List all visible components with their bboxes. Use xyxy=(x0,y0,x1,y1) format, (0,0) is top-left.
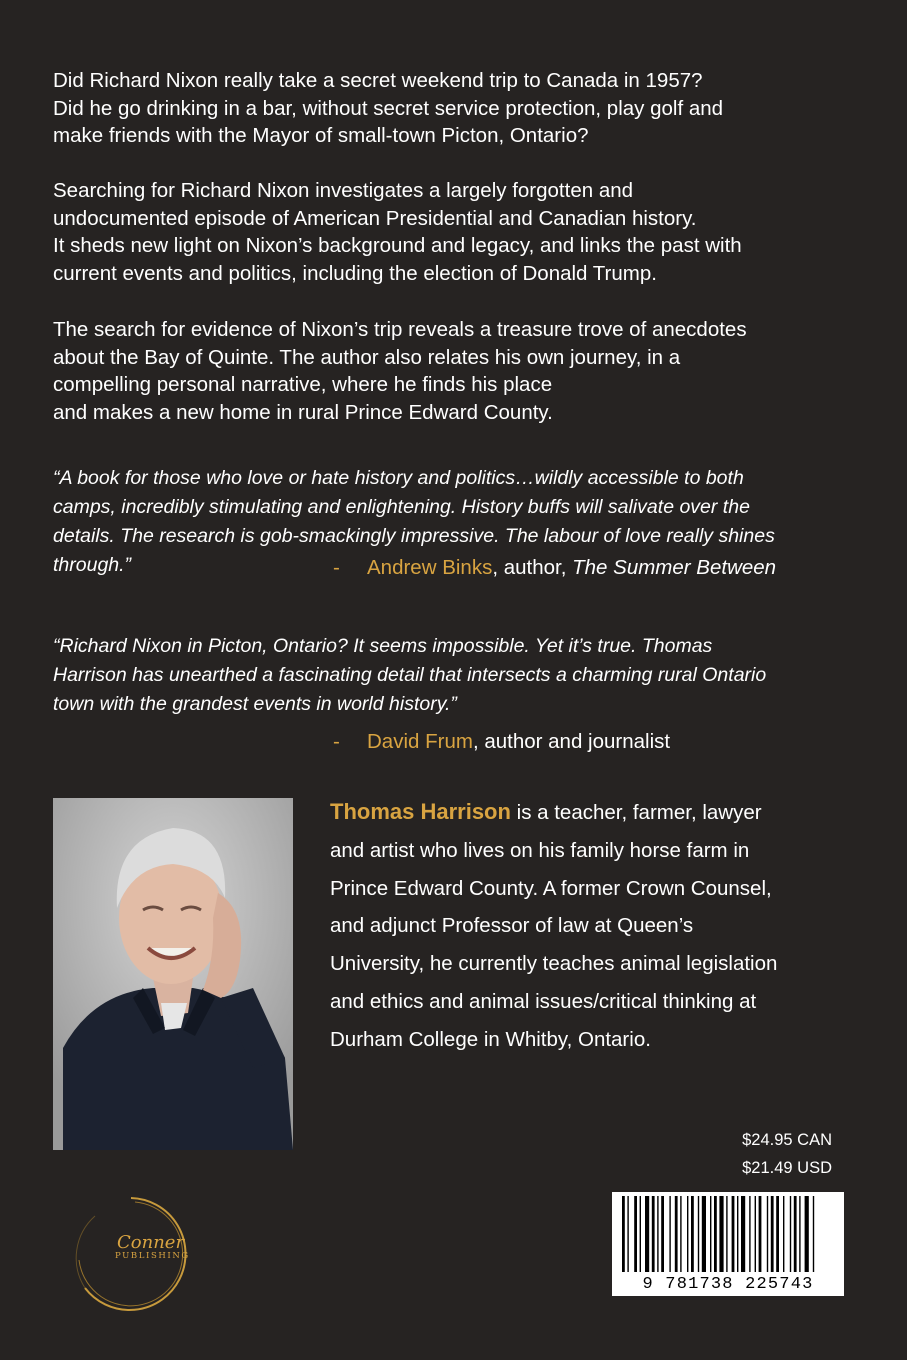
barcode-bar xyxy=(790,1196,791,1272)
intro-line: make friends with the Mayor of small-town Picton, Ontario? xyxy=(53,124,589,147)
barcode-bar xyxy=(627,1196,628,1272)
barcode-bar xyxy=(755,1196,756,1272)
price-usd: $21.49 USD xyxy=(742,1159,832,1177)
barcode-bar xyxy=(675,1196,678,1272)
bio-line: and artist who lives on his family horse farm in xyxy=(330,838,750,862)
barcode-bars xyxy=(612,1192,844,1274)
bio-line: Durham College in Whitby, Ontario. xyxy=(330,1027,651,1051)
barcode-bar xyxy=(710,1196,711,1272)
barcode-bar xyxy=(640,1196,641,1272)
barcode-bar xyxy=(687,1196,688,1272)
bio-author-name: Thomas Harrison xyxy=(330,799,511,824)
bio-line: University, he currently teaches animal legislation xyxy=(330,952,778,976)
quote-1-attribution xyxy=(333,556,776,580)
barcode-bar xyxy=(741,1196,745,1272)
quote-1-author: Andrew Binks xyxy=(367,556,493,579)
search-line: about the Bay of Quinte. The author also relates his own journey, in a xyxy=(53,345,681,369)
barcode-bar xyxy=(719,1196,723,1272)
price-cad: $24.95 CAN xyxy=(742,1131,832,1149)
barcode-digits: 9 781738 225743 xyxy=(642,1275,814,1294)
barcode-bar xyxy=(661,1196,664,1272)
quote-line: town with the grandest events in world history.” xyxy=(53,693,457,715)
barcode-bar xyxy=(771,1196,774,1272)
summary-line: current events and politics, including the election of Donald Trump. xyxy=(53,261,657,285)
barcode-bar xyxy=(799,1196,800,1272)
barcode-bar xyxy=(794,1196,797,1272)
isbn-barcode xyxy=(612,1192,844,1296)
bio-line: Prince Edward County. A former Crown Counsel, xyxy=(330,876,772,900)
author-bio xyxy=(330,793,870,1059)
barcode-bar xyxy=(657,1196,658,1272)
barcode-bar xyxy=(652,1196,655,1272)
author-portrait-illustration xyxy=(53,798,293,1150)
barcode-bar xyxy=(714,1196,717,1272)
barcode-bar xyxy=(737,1196,738,1272)
barcode-bar xyxy=(634,1196,637,1272)
barcode-bar xyxy=(702,1196,706,1272)
barcode-bar xyxy=(732,1196,735,1272)
bio-line: and ethics and animal issues/critical thinking at xyxy=(330,989,757,1013)
quote-line: through.” xyxy=(53,554,132,576)
bio-line: and adjunct Professor of law at Queen’s xyxy=(330,914,694,938)
quote-line: camps, incredibly stimulating and enlightening. History buffs will salivate over the xyxy=(53,496,750,518)
quote-2-author: David Frum xyxy=(367,730,473,753)
barcode-bar xyxy=(783,1196,784,1272)
barcode-bar xyxy=(805,1196,809,1272)
attribution-dash: - xyxy=(333,730,340,753)
attribution-dash: - xyxy=(333,556,340,579)
barcode-bar xyxy=(691,1196,694,1272)
intro-line: Did he go drinking in a bar, without secret service protection, play golf and xyxy=(53,96,724,120)
summary-line: undocumented episode of American Presidential and Canadian history. xyxy=(53,206,697,230)
barcode-bar xyxy=(749,1196,750,1272)
barcode-bar xyxy=(726,1196,727,1272)
search-line: compelling personal narrative, where he finds his place xyxy=(53,373,553,396)
quote-line: details. The research is gob-smackingly impressive. The labour of love really shines xyxy=(53,525,775,547)
bio-first-line-rest: is a teacher, farmer, lawyer xyxy=(510,801,762,824)
quote-2-role: , author and journalist xyxy=(472,730,671,753)
barcode-bar xyxy=(680,1196,681,1272)
barcode-bar xyxy=(776,1196,779,1272)
publisher-script: Conner xyxy=(117,1232,185,1253)
intro-paragraph xyxy=(53,67,853,150)
barcode-bar xyxy=(767,1196,768,1272)
publisher-logo xyxy=(65,1188,197,1320)
quote-line: “Richard Nixon in Picton, Ontario? It seems impossible. Yet it’s true. Thomas xyxy=(53,635,713,657)
publisher-name: PUBLISHING xyxy=(115,1251,190,1261)
intro-line: Did Richard Nixon really take a secret weekend trip to Canada in 1957? xyxy=(53,69,703,92)
summary-line: Searching for Richard Nixon investigates a largely forgotten and xyxy=(53,179,634,202)
review-quote-2 xyxy=(53,632,853,719)
search-paragraph xyxy=(53,316,853,426)
barcode-bar xyxy=(759,1196,762,1272)
quote-1-work: The Summer Between xyxy=(572,556,777,579)
barcode-bar xyxy=(813,1196,814,1272)
quote-2-attribution xyxy=(333,730,670,754)
barcode-bar xyxy=(622,1196,625,1272)
quote-line: “A book for those who love or hate history and politics…wildly accessible to both xyxy=(53,467,744,489)
quote-1-role: , author, xyxy=(492,556,573,579)
quote-line: Harrison has unearthed a fascinating detail that intersects a charming rural Ontario xyxy=(53,664,767,686)
barcode-bar xyxy=(645,1196,649,1272)
barcode-bar xyxy=(669,1196,670,1272)
search-line: The search for evidence of Nixon’s trip reveals a treasure trove of anecdotes xyxy=(53,318,747,341)
search-line: and makes a new home in rural Prince Edward County. xyxy=(53,400,553,424)
bio-first-line xyxy=(330,793,870,832)
summary-line: It sheds new light on Nixon’s background and legacy, and links the past with xyxy=(53,234,742,257)
barcode-bar xyxy=(698,1196,699,1272)
author-photo xyxy=(53,798,293,1150)
summary-paragraph xyxy=(53,177,853,287)
publisher-logo-mark xyxy=(65,1188,197,1320)
